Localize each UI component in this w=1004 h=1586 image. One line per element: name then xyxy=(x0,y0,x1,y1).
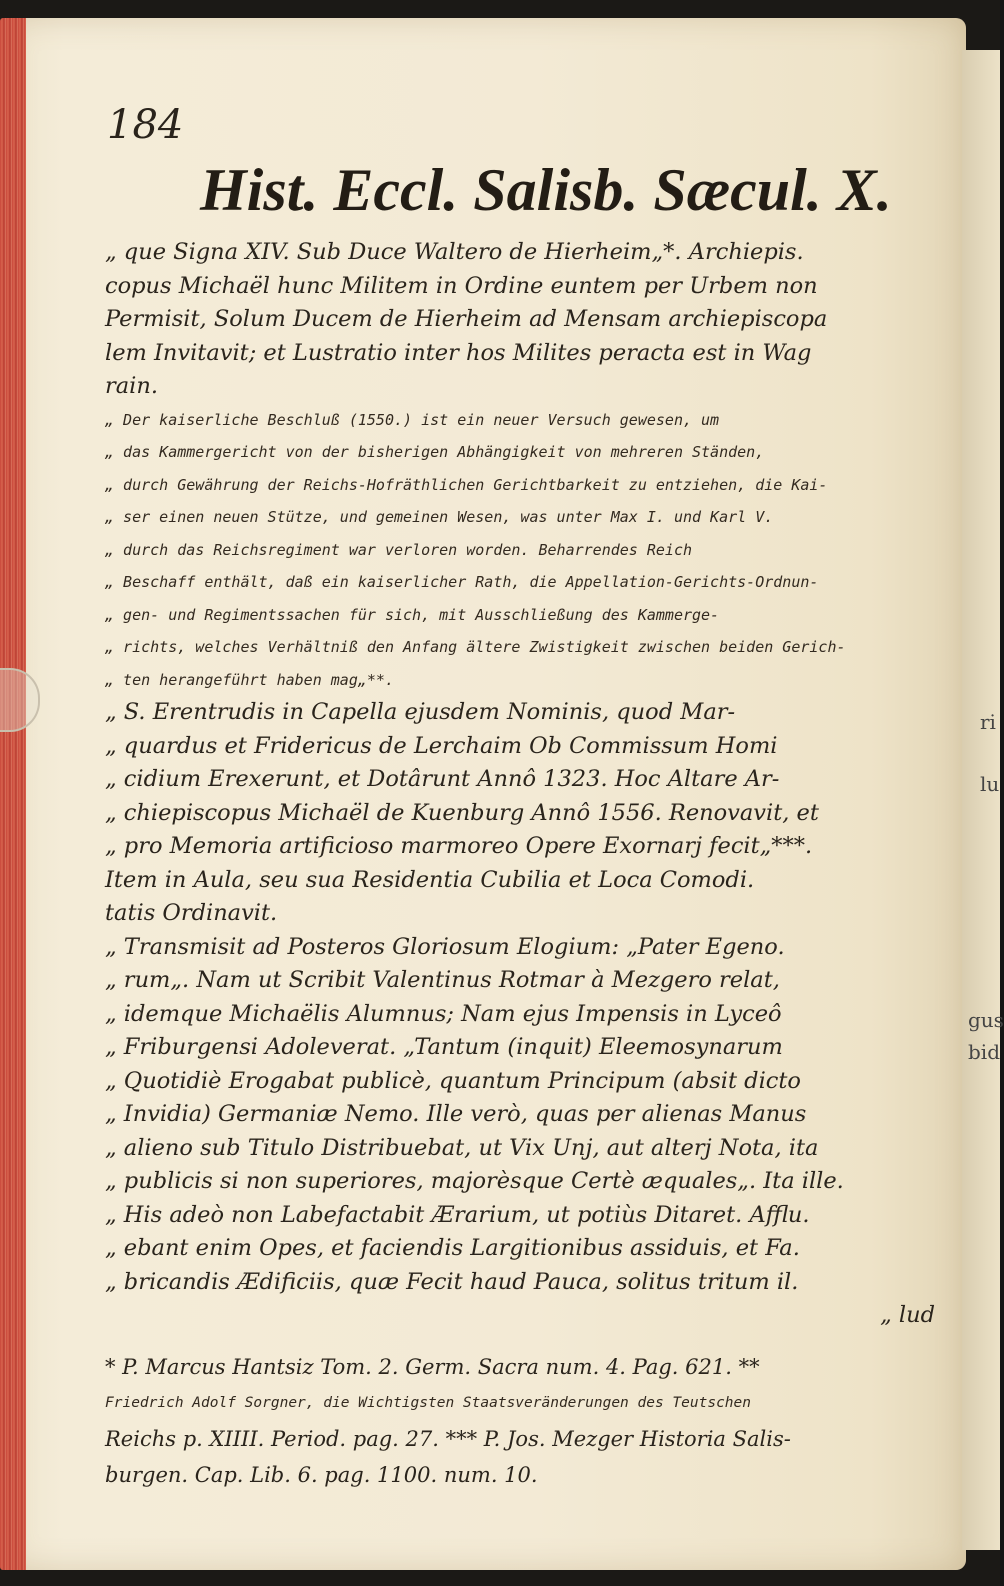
footnote-line: burgen. Cap. Lib. 6. pag. 1100. num. 10. xyxy=(105,1462,538,1487)
text-line: rain. xyxy=(105,373,159,399)
text-line: Permisit, Solum Ducem de Hierheim ad Mensam archiepiscopa xyxy=(105,306,828,332)
german-quote-line: „ ten herangeführt haben mag„**. xyxy=(105,670,394,689)
german-quote-line: „ ser einen neuen Stütze, und gemeinen Wesen, was unter Max I. und Karl V. xyxy=(105,508,774,526)
next-page-edge xyxy=(962,50,1004,1550)
text-line: „ quardus et Fridericus de Lerchaim Ob Commissum Homi xyxy=(105,732,778,759)
text-line: „ chiepiscopus Michaël de Kuenburg Annô 1556. Renovavit, et xyxy=(105,799,819,826)
text-line: lem Invitavit; et Lustratio inter hos Milites peracta est in Wag xyxy=(105,339,812,366)
text-line: „ que Signa XIV. Sub Duce Waltero de Hierheim„*. Archiepis. xyxy=(105,239,804,265)
footnotes xyxy=(105,1349,935,1493)
page-number: 184 xyxy=(107,102,184,148)
footnote-line: Reichs p. XIIII. Period. pag. 27. *** P. Jos. Mezger Historia Salis- xyxy=(105,1426,791,1451)
page-content xyxy=(105,100,935,1493)
red-page-edge xyxy=(0,18,26,1570)
text-line: „ S. Erentrudis in Capella ejusdem Nominis, quod Mar- xyxy=(105,699,736,725)
text-line: „ alieno sub Titulo Distribuebat, ut Vix Unj, aut alterj Nota, ita xyxy=(105,1134,819,1161)
footnote-line: * P. Marcus Hantsiz Tom. 2. Germ. Sacra num. 4. Pag. 621. ** xyxy=(105,1354,760,1379)
text-line: „ ebant enim Opes, et faciendis Largitionibus assiduis, et Fa. xyxy=(105,1235,800,1261)
text-line: tatis Ordinavit. xyxy=(105,900,278,926)
text-line: „ bricandis Ædificiis, quæ Fecit haud Pauca, solitus tritum il. xyxy=(105,1268,799,1295)
running-header: Hist. Eccl. Salisb. Sæcul. X. xyxy=(200,157,892,223)
german-quote-line: „ Beschaff enthält, daß ein kaiserlicher Rath, die Appellation-Gerichts-Ordnun- xyxy=(105,573,819,591)
next-page-fragment: lu xyxy=(980,772,1000,796)
main-text xyxy=(105,236,935,1333)
text-line: „ Transmisit ad Posteros Gloriosum Elogium: „Pater Egeno. xyxy=(105,933,785,960)
text-line: „ Quotidiè Erogabat publicè, quantum Principum (absit dicto xyxy=(105,1067,801,1094)
german-quote-line: „ gen- und Regimentssachen für sich, mit Ausschließung des Kammerge- xyxy=(105,605,720,624)
german-quote-line: „ Der kaiserliche Beschluß (1550.) ist ein neuer Versuch gewesen, um xyxy=(105,410,720,429)
text-line: „ cidium Erexerunt, et Dotârunt Annô 1323. Hoc Altare Ar- xyxy=(105,766,780,792)
next-page-fragment: ri xyxy=(980,710,996,734)
german-quote-line: „ richts, welches Verhältniß den Anfang ältere Zwistigkeit zwischen beiden Gerich- xyxy=(105,638,846,656)
text-line: „ Invidia) Germaniæ Nemo. Ille verò, quas per alienas Manus xyxy=(105,1101,807,1127)
text-line: „ Friburgensi Adoleverat. „Tantum (inquit) Eleemosynarum xyxy=(105,1034,783,1060)
text-line: Item in Aula, seu sua Residentia Cubilia et Loca Comodi. xyxy=(105,866,755,893)
footnote-line: Friedrich Adolf Sorgner, die Wichtigsten Staatsveränderungen des Teutschen xyxy=(105,1394,752,1411)
text-line: „ idemque Michaëlis Alumnus; Nam ejus Impensis in Lyceô xyxy=(105,1000,782,1027)
text-line: „ His adeò non Labefactabit Ærarium, ut potiùs Ditaret. Afflu. xyxy=(105,1201,810,1228)
text-line: „ pro Memoria artificioso marmoreo Opere Exornarj fecit„***. xyxy=(105,833,813,859)
german-quote-line: „ das Kammergericht von der bisherigen Abhängigkeit von mehreren Ständen, xyxy=(105,443,765,461)
german-quote-line: „ durch Gewährung der Reichs-Hofräthlichen Gerichtbarkeit zu entziehen, die Kai- xyxy=(105,475,828,494)
catchword: „ lud xyxy=(880,1302,935,1328)
next-page-fragment: gus xyxy=(968,1008,1004,1032)
german-quote-line: „ durch das Reichsregiment war verloren worden. Beharrendes Reich xyxy=(105,540,692,559)
text-line: copus Michaël hunc Militem in Ordine euntem per Urbem non xyxy=(105,272,818,299)
text-line: „ rum„. Nam ut Scribit Valentinus Rotmar à Mezgero relat, xyxy=(105,967,780,993)
text-line: „ publicis si non superiores, majorèsque Certè æquales„. Ita ille. xyxy=(105,1168,844,1194)
next-page-fragment: bid xyxy=(968,1040,1001,1064)
